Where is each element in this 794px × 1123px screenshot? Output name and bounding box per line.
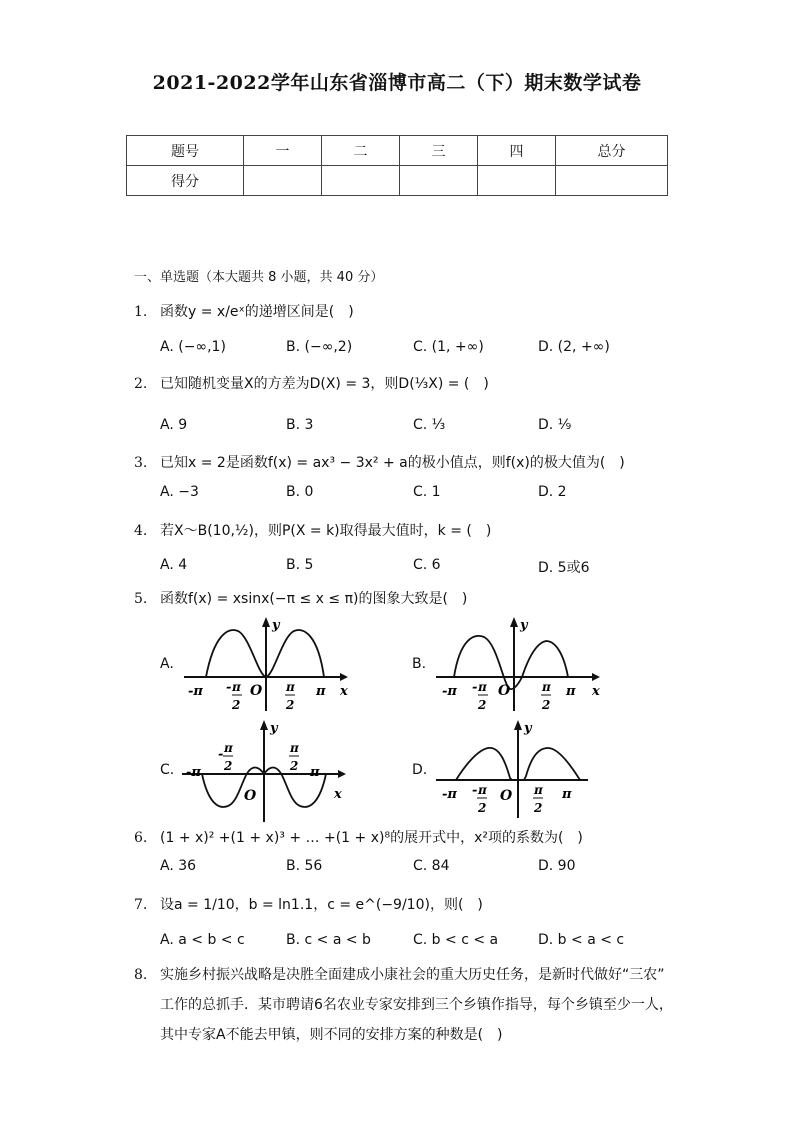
option-d[interactable]: D. 5或6: [538, 560, 590, 576]
tick-label: 2: [232, 698, 241, 712]
score-header-cell: 二: [322, 136, 400, 166]
option-d[interactable]: D.: [412, 762, 428, 778]
x-arrow-icon: [592, 673, 600, 681]
tick-label: -: [472, 680, 478, 695]
question-text: 函数f(x) = xsinx(−π ≤ x ≤ π)的图象大致是( ): [160, 591, 468, 607]
tick-label: 2: [290, 759, 299, 773]
origin-label: O: [500, 788, 513, 804]
score-cell[interactable]: [400, 166, 478, 196]
y-label: y: [270, 721, 278, 736]
x-arrow-icon: [338, 770, 346, 778]
option-d[interactable]: D. (2, +∞): [538, 339, 610, 355]
option-b[interactable]: B. (−∞,2): [286, 339, 353, 355]
tick-label: π: [224, 741, 233, 755]
x-label: x: [592, 684, 600, 699]
score-cell[interactable]: [556, 166, 668, 196]
question-3-options: [160, 484, 660, 504]
option-a[interactable]: A. 36: [160, 858, 197, 874]
score-table: [126, 135, 668, 196]
tick-label: π: [290, 741, 299, 755]
question-number: 5.: [134, 591, 148, 607]
question-1-options: [160, 339, 660, 359]
x-label: x: [340, 684, 348, 699]
score-row-label: 得分: [127, 166, 244, 196]
score-header-cell: 总分: [556, 136, 668, 166]
origin-label: O: [250, 683, 263, 699]
tick-label: 2: [286, 698, 295, 712]
option-a[interactable]: A. (−∞,1): [160, 339, 226, 355]
option-b[interactable]: B. 5: [286, 557, 314, 573]
question-text: 若X～B(10,½)，则P(X = k)取得最大值时，k = ( ): [160, 523, 492, 539]
option-b[interactable]: B. 3: [286, 417, 314, 433]
option-d[interactable]: D. 90: [538, 858, 576, 874]
y-label: y: [520, 618, 528, 633]
question-text: (1 + x)² +(1 + x)³ + … +(1 + x)⁸的展开式中，x²项的系数为( ): [160, 830, 583, 846]
option-c[interactable]: C. b < c < a: [413, 932, 499, 948]
score-header-cell: 题号: [127, 136, 244, 166]
question-2-options: [160, 417, 660, 437]
tick-label: 2: [224, 759, 233, 773]
option-b[interactable]: B. 56: [286, 858, 323, 874]
option-a[interactable]: A. 4: [160, 557, 188, 573]
score-table-header-row: [127, 136, 668, 166]
y-arrow-icon: [260, 720, 268, 730]
option-b[interactable]: B.: [412, 656, 427, 672]
tick-label: π: [478, 783, 487, 797]
tick-label: -π: [188, 684, 203, 699]
question-text: 设a = 1/10，b = ln1.1，c = e^(−9/10)，则( ): [160, 897, 483, 913]
y-arrow-icon: [510, 617, 518, 627]
option-c[interactable]: C. 6: [413, 557, 441, 573]
tick-label: π: [316, 684, 326, 699]
question-number: 1.: [134, 304, 148, 320]
tick-label: π: [232, 680, 241, 694]
question-6: [134, 828, 583, 848]
question-8-line: 其中专家A不能去甲镇，则不同的安排方案的种数是( ): [160, 1027, 503, 1043]
score-header-cell: 三: [400, 136, 478, 166]
option-d[interactable]: D. ⅑: [538, 417, 572, 433]
option-a[interactable]: A. −3: [160, 484, 199, 500]
tick-label: π: [566, 684, 576, 699]
y-label: y: [524, 721, 532, 736]
graph-c[interactable]: [178, 718, 358, 826]
section-heading: 一、单选题（本大题共 8 小题，共 40 分）: [134, 270, 384, 285]
tick-label: -: [218, 747, 224, 762]
origin-label: O: [498, 683, 511, 699]
tick-label: 2: [478, 698, 487, 712]
y-arrow-icon: [514, 720, 522, 730]
question-7: [134, 895, 483, 915]
question-text: 函数y = x/eˣ的递增区间是( ): [160, 304, 354, 320]
tick-label: π: [542, 680, 551, 694]
score-header-cell: 四: [478, 136, 556, 166]
option-d[interactable]: D. b < a < c: [538, 932, 625, 948]
tick-label: -: [226, 680, 232, 695]
score-cell[interactable]: [244, 166, 322, 196]
question-7-options: [160, 932, 660, 952]
question-8-line: 工作的总抓手．某市聘请6名农业专家安排到三个乡镇作指导，每个乡镇至少一人，: [160, 997, 673, 1013]
question-1: [134, 302, 354, 322]
score-cell[interactable]: [478, 166, 556, 196]
tick-label: -: [472, 783, 478, 798]
tick-label: -π: [186, 765, 201, 780]
option-a[interactable]: A.: [160, 656, 174, 672]
question-number: 7.: [134, 897, 148, 913]
tick-label: -π: [442, 787, 457, 802]
y-label: y: [272, 618, 280, 633]
question-4: [134, 521, 491, 541]
tick-label: π: [562, 787, 572, 802]
question-5: [134, 589, 467, 609]
question-number: 2.: [134, 376, 148, 392]
question-3: [134, 453, 625, 473]
tick-label: π: [310, 765, 320, 780]
tick-label: 2: [534, 801, 543, 815]
option-b[interactable]: B. c < a < b: [286, 932, 371, 948]
option-c[interactable]: C. 84: [413, 858, 450, 874]
question-text: 已知x = 2是函数f(x) = ax³ − 3x² + a的极小值点，则f(x)的极大值为( ): [160, 455, 625, 471]
graph-b[interactable]: [432, 615, 612, 715]
option-b[interactable]: B. 0: [286, 484, 314, 500]
y-arrow-icon: [262, 617, 270, 627]
option-d[interactable]: D. 2: [538, 484, 567, 500]
score-cell[interactable]: [322, 166, 400, 196]
option-c[interactable]: C. 1: [413, 484, 441, 500]
option-a[interactable]: A. a < b < c: [160, 932, 245, 948]
tick-label: 2: [478, 801, 487, 815]
curve-left: [456, 748, 512, 780]
question-8-line: 实施乡村振兴战略是决胜全面建成小康社会的重大历史任务，是新时代做好“三农”: [160, 967, 665, 983]
question-number: 6.: [134, 830, 148, 846]
tick-label: 2: [542, 698, 551, 712]
question-number: 8.: [134, 967, 148, 983]
question-6-options: [160, 858, 660, 878]
x-arrow-icon: [340, 673, 348, 681]
option-c[interactable]: C.: [160, 762, 175, 778]
graph-d[interactable]: [432, 718, 612, 826]
score-header-cell: 一: [244, 136, 322, 166]
question-8: [134, 965, 160, 985]
option-c[interactable]: C. (1, +∞): [413, 339, 484, 355]
question-2: [134, 374, 489, 394]
tick-label: π: [534, 783, 543, 797]
option-c[interactable]: C. ⅓: [413, 417, 446, 433]
tick-label: π: [478, 680, 487, 694]
question-text: 已知随机变量X的方差为D(X) = 3，则D(⅓X) = ( ): [160, 376, 489, 392]
question-number: 4.: [134, 523, 148, 539]
curve-right: [524, 748, 580, 780]
origin-label: O: [244, 788, 257, 804]
question-number: 3.: [134, 455, 148, 471]
tick-label: π: [286, 680, 295, 694]
question-4-options: [160, 557, 660, 577]
score-table-score-row: [127, 166, 668, 196]
exam-title: 2021-2022学年山东省淄博市高二（下）期末数学试卷: [152, 72, 642, 94]
tick-label: -π: [442, 684, 457, 699]
graph-a[interactable]: [180, 615, 360, 715]
x-label: x: [334, 787, 342, 802]
option-a[interactable]: A. 9: [160, 417, 188, 433]
